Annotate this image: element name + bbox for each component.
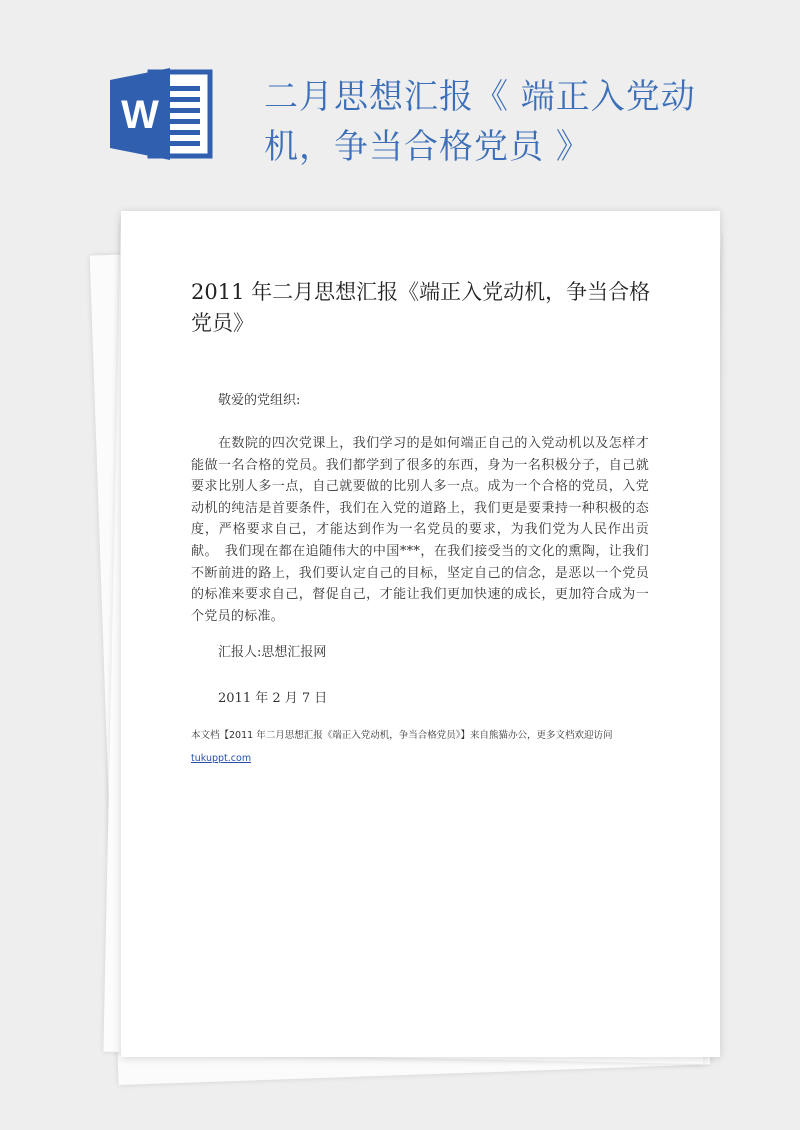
word-document-icon [110,66,214,162]
document-footer-note: 本文档【2011 年二月思想汇报《端正入党动机，争当合格党员》】来自熊猫办公，更多文档欢迎访问 [191,730,613,741]
document-reporter: 汇报人:思想汇报网 [218,645,327,660]
document-body: 在数院的四次党课上，我们学习的是如何端正自己的入党动机以及怎样才能做一名合格的党员。我们都学到了很多的东西，身为一名积极分子，自己就要求比别人多一点，自己就要做的比别人多一点。成为一个合格的党员，入党动机的纯洁是首要条件，我们在入党的道路上，我们更是要秉持一种积极的态度，严格要求自己，才能达到作为一名党员的要求，为我们党为人民作出贡献。 我们现在都在追随伟大的中国***，在我们接受当的文化的熏陶，让我们不断前进的路上，我们要认定自己的目标，坚定自己的信念，是恶以一个党员的标准来要求自己，督促自己，才能让我们更加快速的成长，更加符合成为一个党员的标准。 [191,436,649,624]
document-date: 2011 年 2 月 7 日 [218,691,328,706]
document-title: 2011 年二月思想汇报《端正入党动机，争当合格党员》 [191,280,651,335]
document-greeting: 敬爱的党组织: [218,393,301,408]
document-footer-link[interactable]: tukuppt.com [191,753,252,764]
word-icon-letter: W [121,93,159,137]
document-page [121,211,720,1057]
header [0,0,800,200]
header-title: 二月思想汇报《 端正入党动机，争当合格党员 》 [264,77,696,167]
